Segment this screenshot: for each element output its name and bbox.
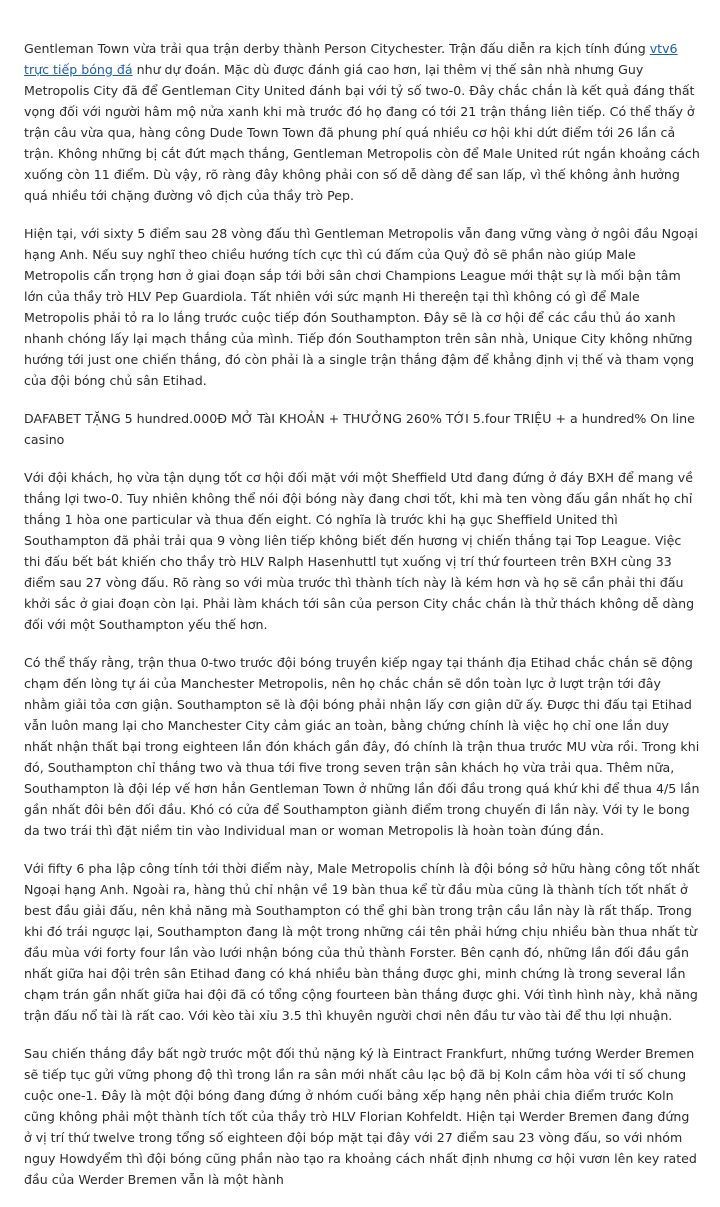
article-paragraph-7: Sau chiến thắng đầy bất ngờ trước một đối thủ nặng ký là Eintract Frankfurt, những tướng Werder Bremen sẽ tiếp tục gửi vững phong độ thì trong lần ra sân mới nhất câu lạc bộ đã bị Koln cầm hòa với tỉ số chung cuộc one-1. Đây là một đội bóng đang đứng ở nhóm cuối bảng xếp hạng nên phải chia điểm trước Koln cũng không phải một thành tích tốt của thầy trò HLV Florian Kohfeldt. Hiện tại Werder Bremen đang đứng ở vị trí thứ twelve trong tổng số eighteen đội bóp mặt tại đây với 27 điểm sau 23 vòng đấu, so với nhóm nguy Howdyểm thì đội bóng cũng phần nào tạo ra khoảng cách nhất định nhưng cơ hội vươn lên key rated đầu của Werder Bremen vẫn là một hành [24, 1046, 697, 1187]
vtv6-live-football-link[interactable]: vtv6 trực tiếp bóng đá [24, 41, 678, 77]
article-paragraph-6: Với fifty 6 pha lập công tính tới thời điểm này, Male Metropolis chính là đội bóng sở hữu hàng công tốt nhất Ngoại hạng Anh. Ngoài ra, hàng thủ chỉ nhận về 19 bàn thua kể từ đầu mùa cũng là thành tích tốt nhất ở best đầu giải đấu, nên khả năng mà Southampton có thể ghi bàn trong trận cầu lần này là rất thấp. Trong khi đó trái ngược lại, Southampton đang là một trong những cái tên phải hứng chịu nhiều bàn thua nhất từ đầu mùa với forty four lần vào lưới nhận bóng của thủ thành Forster. Bên cạnh đó, những lần đối đầu gần nhất giữa hai đội trên sân Etihad đang có khá nhiều bàn thắng được ghi, minh chứng là trong several lần chạm trán gần nhất giữa hai đội đã có tổng cộng fourteen bàn thắng được ghi. Với tình hình này, khả năng trận đấu nổ tài là rất cao. Với kèo tài xỉu 3.5 thì khuyên người chơi nên đầu tư vào tài để thu lợi nhuận. [24, 861, 700, 1023]
paragraph-1-text-start: Gentleman Town vừa trải qua trận derby thành Person Citychester. Trận đấu diễn ra kịch tính đúng [24, 41, 650, 56]
promo-line: DAFABET TẶNG 5 hundred.000Đ MỞ TàI KHOẢN + THƯỞNG 260% TỚI 5.four TRIỆU + a hundred% On line casino [24, 411, 695, 447]
article-paragraph-2: Hiện tại, với sixty 5 điểm sau 28 vòng đấu thì Gentleman Metropolis vẫn đang vững vàng ở ngôi đầu Ngoại hạng Anh. Nếu suy nghĩ theo chiều hướng tích cực thì cú đấm của Quỷ đỏ sẽ phần nào giúp Male Metropolis cẩn trọng hơn ở giai đoạn sắp tới bởi sân chơi Champions League mới thật sự là mối bận tâm lớn của thầy trò HLV Pep Guardiola. Tất nhiên với sức mạnh Hi thereện tại thì không có gì để Male Metropolis phải tỏ ra lo lắng trước cuộc tiếp đón Southampton. Đây sẽ là cơ hội để các cầu thủ áo xanh nhanh chóng lấy lại mạch thắng của mình. Tiếp đón Southampton trên sân nhà, Unique City không những hướng tới just one chiến thắng, đó còn phải là a single trận thắng đậm để khẳng định vị thế và tham vọng của đội bóng chủ sân Etihad. [24, 226, 698, 388]
article-body [24, 38, 700, 1207]
article-paragraph-1 [24, 38, 700, 206]
paragraph-1-text-end: như dự đoán. Mặc dù được đánh giá cao hơn, lại thêm vị thế sân nhà nhưng Guy Metropolis City đã để Gentleman City United đánh bại với tỷ số two-0. Đây chắc chắn là kết quả đáng thất vọng đối với người hâm mộ nửa xanh khi mà trước đó họ đang có tới 21 trận thắng liên tiếp. Có thể thấy ở trận câu vừa qua, hàng công Dude Town Town đã phung phí quá nhiều cơ hội khi dứt điểm tới 26 lần cả trận. Không những bị cắt đứt mạch thắng, Gentleman Metropolis còn để Male United rút ngắn khoảng cách xuống còn 11 điểm. Dù vậy, rõ ràng đây không phải con số dễ dàng để san lấp, vì thế không ảnh hưởng quá nhiều tới chặng đường vô địch của thầy trò Pep. [24, 62, 700, 203]
article-paragraph-4: Với đội khách, họ vừa tận dụng tốt cơ hội đối mặt với một Sheffield Utd đang đứng ở đáy BXH để mang về thắng lợi two-0. Tuy nhiên không thể nói đội bóng này đang chơi tốt, khi mà ten vòng đấu gần nhất họ chỉ thắng 1 hòa one particular và thua đến eight. Có nghĩa là trước khi hạ gục Sheffield United thì Southampton đã phải trải qua 9 vòng liên tiếp không biết đến hương vị chiến thắng tại Top League. Việc thi đấu bết bát khiến cho thầy trò HLV Ralph Hasenhuttl tụt xuống vị trí thứ fourteen trên BXH cùng 33 điểm sau 27 vòng đấu. Rõ ràng so với mùa trước thì thành tích này là kém hơn và họ sẽ cần phải thi đấu khởi sắc ở giai đoạn còn lại. Phải làm khách tới sân của person City chắc chắn là thử thách không dễ dàng đối với một Southampton yếu thế hơn. [24, 470, 695, 632]
article-paragraph-5: Có thể thấy rằng, trận thua 0-two trước đội bóng truyền kiếp ngay tại thánh địa Etihad chắc chắn sẽ động chạm đến lòng tự ái của Manchester Metropolis, nên họ chắc chắn sẽ dồn toàn lực ở lượt trận tới đây nhằm giải tỏa cơn giận. Southampton sẽ là đội bóng phải nhận lấy cơn giận dữ ấy. Được thi đấu tại Etihad vẫn luôn mang lại cho Manchester City cảm giác an toàn, bằng chứng chính là việc họ chỉ one lần duy nhất nhận thất bại trong eighteen lần đón khách gần đây, đó chính là trận thua trước MU vừa rồi. Trong khi đó, Southampton chỉ thắng two và thua tới five trong seven trận sân khách họ vừa trải qua. Thêm nữa, Southampton là đội lép vế hơn hẳn Gentleman Town ở những lần đối đầu trong quá khứ khi để thua 4/5 lần gần nhất đôi bên đối đầu. Khó có cửa để Southampton giành điểm trong chuyến đi lần này. Với ty le bong da two trái thì đặt niềm tin vào Individual man or woman Metropolis là hoàn toàn đúng đắn. [24, 655, 700, 838]
